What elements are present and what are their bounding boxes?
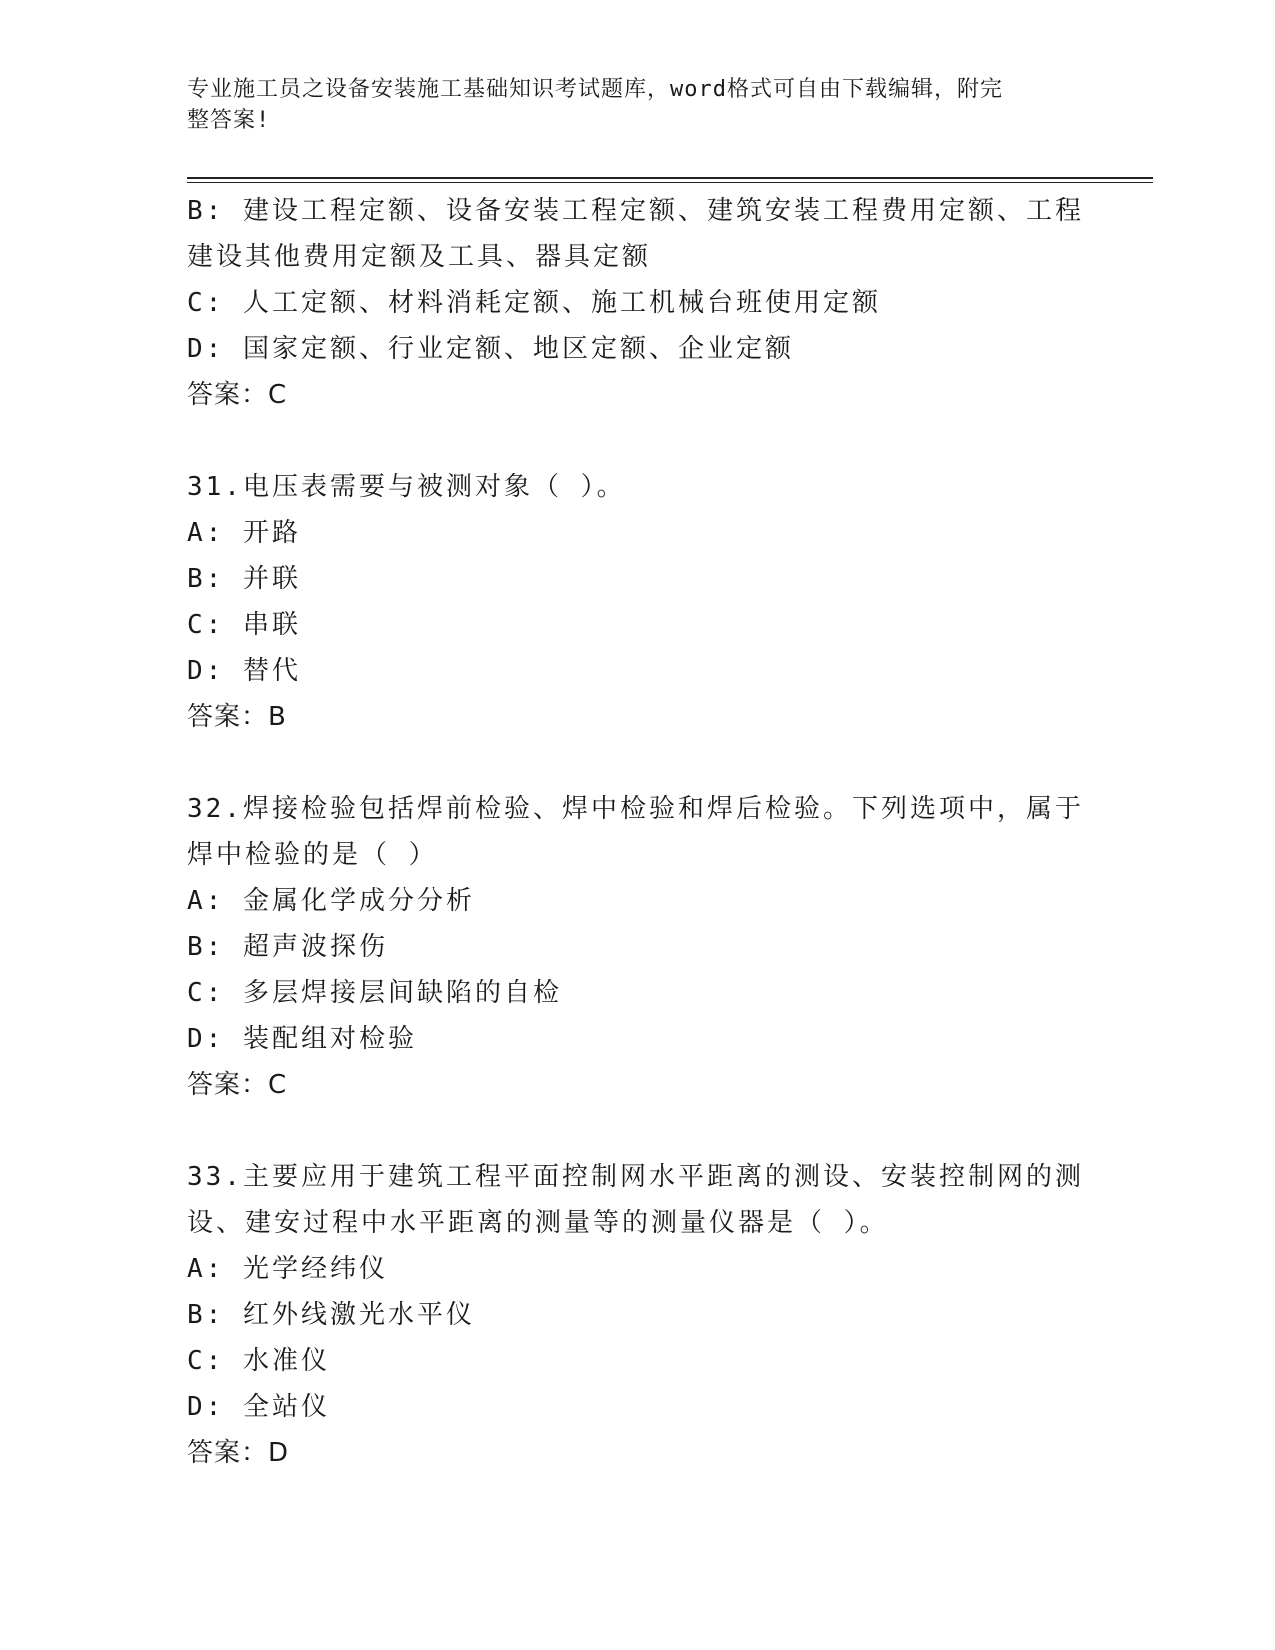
option-a: A: 开路 bbox=[187, 518, 301, 548]
option-b: B: 超声波探伤 bbox=[187, 932, 388, 962]
question-content bbox=[187, 188, 1087, 1476]
document-header bbox=[187, 74, 1067, 136]
option-d: D: 替代 bbox=[187, 656, 301, 686]
question-block-32 bbox=[187, 786, 1087, 1108]
question-stem: 31.电压表需要与被测对象（ ）。 bbox=[187, 472, 626, 502]
answer-label: 答案：D bbox=[187, 1438, 290, 1468]
question-stem-continued: 焊中检验的是（ ） bbox=[187, 840, 438, 870]
question-block-31 bbox=[187, 464, 1087, 740]
option-b: B: 红外线激光水平仪 bbox=[187, 1300, 475, 1330]
question-stem: 33.主要应用于建筑工程平面控制网水平距离的测设、安装控制网的测 bbox=[187, 1162, 1084, 1192]
header-line-2: 整答案! bbox=[187, 108, 271, 133]
spacer bbox=[187, 740, 1087, 786]
answer-label: 答案：C bbox=[187, 380, 288, 410]
question-stem: 32.焊接检验包括焊前检验、焊中检验和焊后检验。下列选项中，属于 bbox=[187, 794, 1084, 824]
header-line-1: 专业施工员之设备安装施工基础知识考试题库，word格式可自由下载编辑，附完 bbox=[187, 77, 1003, 102]
option-d: D: 装配组对检验 bbox=[187, 1024, 417, 1054]
question-block-33 bbox=[187, 1154, 1087, 1476]
answer-label: 答案：B bbox=[187, 702, 287, 732]
option-a: A: 金属化学成分分析 bbox=[187, 886, 475, 916]
answer-label: 答案：C bbox=[187, 1070, 288, 1100]
option-d: D: 全站仪 bbox=[187, 1392, 330, 1422]
option-c: C: 多层焊接层间缺陷的自检 bbox=[187, 978, 562, 1008]
header-divider-thin bbox=[187, 182, 1153, 183]
option-b: B: 并联 bbox=[187, 564, 301, 594]
option-c: C: 串联 bbox=[187, 610, 301, 640]
header-divider-thick bbox=[187, 177, 1153, 179]
option-b-continued: 建设其他费用定额及工具、器具定额 bbox=[187, 242, 652, 272]
option-d: D: 国家定额、行业定额、地区定额、企业定额 bbox=[187, 334, 794, 364]
spacer bbox=[187, 418, 1087, 464]
question-stem-continued: 设、建安过程中水平距离的测量等的测量仪器是（ ）。 bbox=[187, 1208, 889, 1238]
spacer bbox=[187, 1108, 1087, 1154]
option-b: B: 建设工程定额、设备安装工程定额、建筑安装工程费用定额、工程 bbox=[187, 196, 1084, 226]
question-block-30-continued bbox=[187, 188, 1087, 418]
option-c: C: 人工定额、材料消耗定额、施工机械台班使用定额 bbox=[187, 288, 881, 318]
option-c: C: 水准仪 bbox=[187, 1346, 330, 1376]
option-a: A: 光学经纬仪 bbox=[187, 1254, 388, 1284]
